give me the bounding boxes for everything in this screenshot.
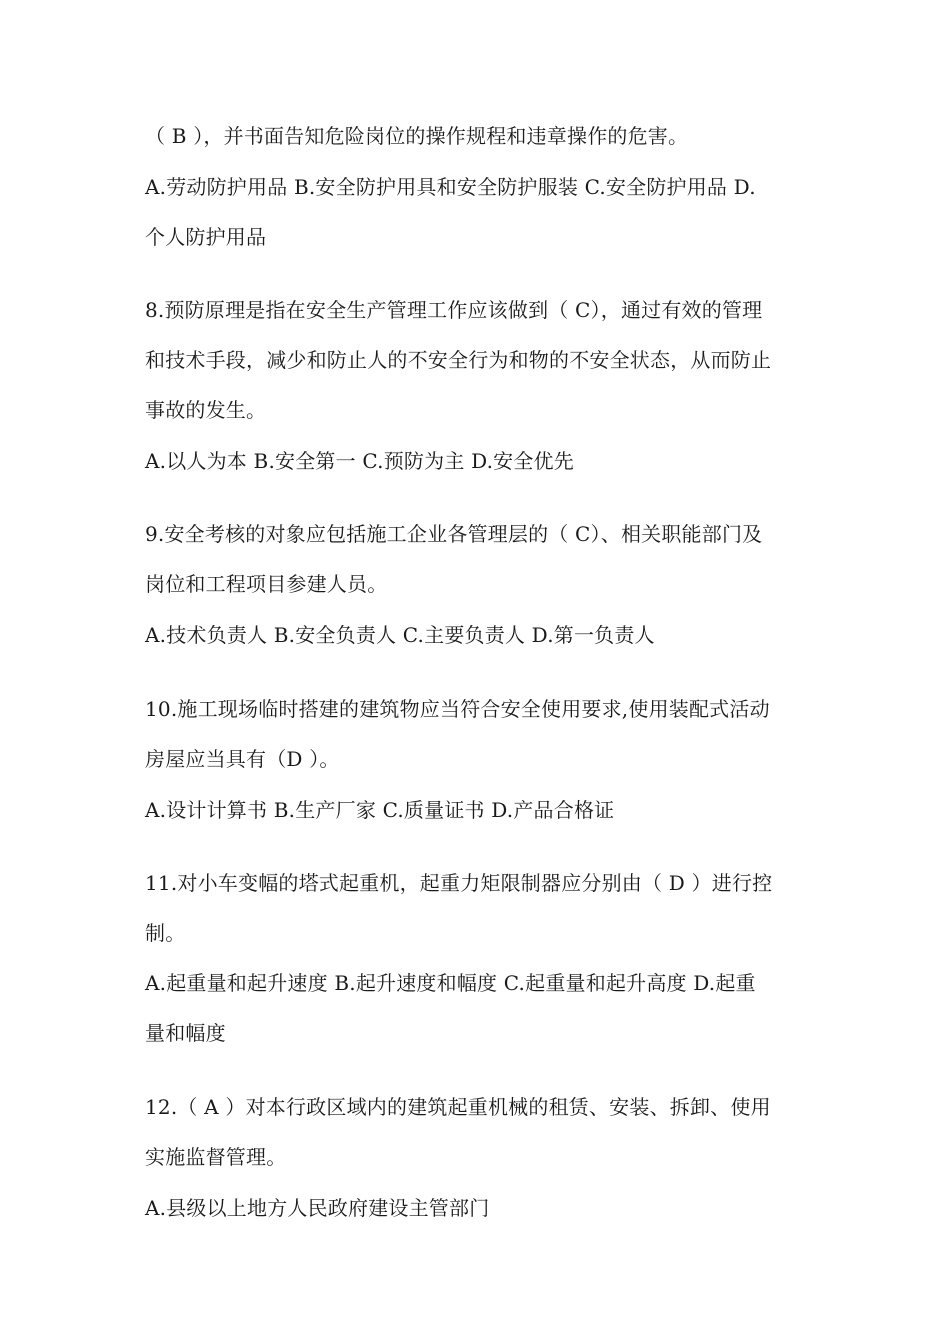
q9-stem-line-2: 岗位和工程项目参建人员。 xyxy=(145,572,388,596)
q10-options: A.设计计算书 B.生产厂家 C.质量证书 D.产品合格证 xyxy=(145,798,615,822)
q8-stem-line-3: 事故的发生。 xyxy=(145,398,267,422)
q8-stem-line-2: 和技术手段，减少和防止人的不安全行为和物的不安全状态，从而防止 xyxy=(145,348,772,372)
q7-options-line-2: 个人防护用品 xyxy=(145,225,267,249)
q12-option-a: A.县级以上地方人民政府建设主管部门 xyxy=(145,1196,490,1220)
q11-options-line-2: 量和幅度 xyxy=(145,1021,226,1045)
q7-stem-tail: （ B ），并书面告知危险岗位的操作规程和违章操作的危害。 xyxy=(145,124,689,148)
q8-stem-line-1: 8.预防原理是指在安全生产管理工作应该做到（ C），通过有效的管理 xyxy=(145,298,763,322)
q9-options: A.技术负责人 B.安全负责人 C.主要负责人 D.第一负责人 xyxy=(145,623,655,647)
q7-options-line-1: A.劳动防护用品 B.安全防护用具和安全防护服装 C.安全防护用品 D. xyxy=(145,175,756,199)
q11-stem-line-2: 制。 xyxy=(145,921,186,945)
q10-stem-line-2: 房屋应当具有（D ）。 xyxy=(145,747,340,771)
q11-options-line-1: A.起重量和起升速度 B.起升速度和幅度 C.起重量和起升高度 D.起重 xyxy=(145,971,756,995)
q12-stem-line-1: 12.（ A ）对本行政区域内的建筑起重机械的租赁、安装、拆卸、使用 xyxy=(145,1095,771,1119)
q12-stem-line-2: 实施监督管理。 xyxy=(145,1145,287,1169)
q8-options: A.以人为本 B.安全第一 C.预防为主 D.安全优先 xyxy=(145,449,574,473)
q10-stem-line-1: 10.施工现场临时搭建的建筑物应当符合安全使用要求,使用装配式活动 xyxy=(145,697,770,721)
q11-stem-line-1: 11.对小车变幅的塔式起重机，起重力矩限制器应分别由（ D ）进行控 xyxy=(145,871,773,895)
q9-stem-line-1: 9.安全考核的对象应包括施工企业各管理层的（ C）、相关职能部门及 xyxy=(145,522,763,546)
